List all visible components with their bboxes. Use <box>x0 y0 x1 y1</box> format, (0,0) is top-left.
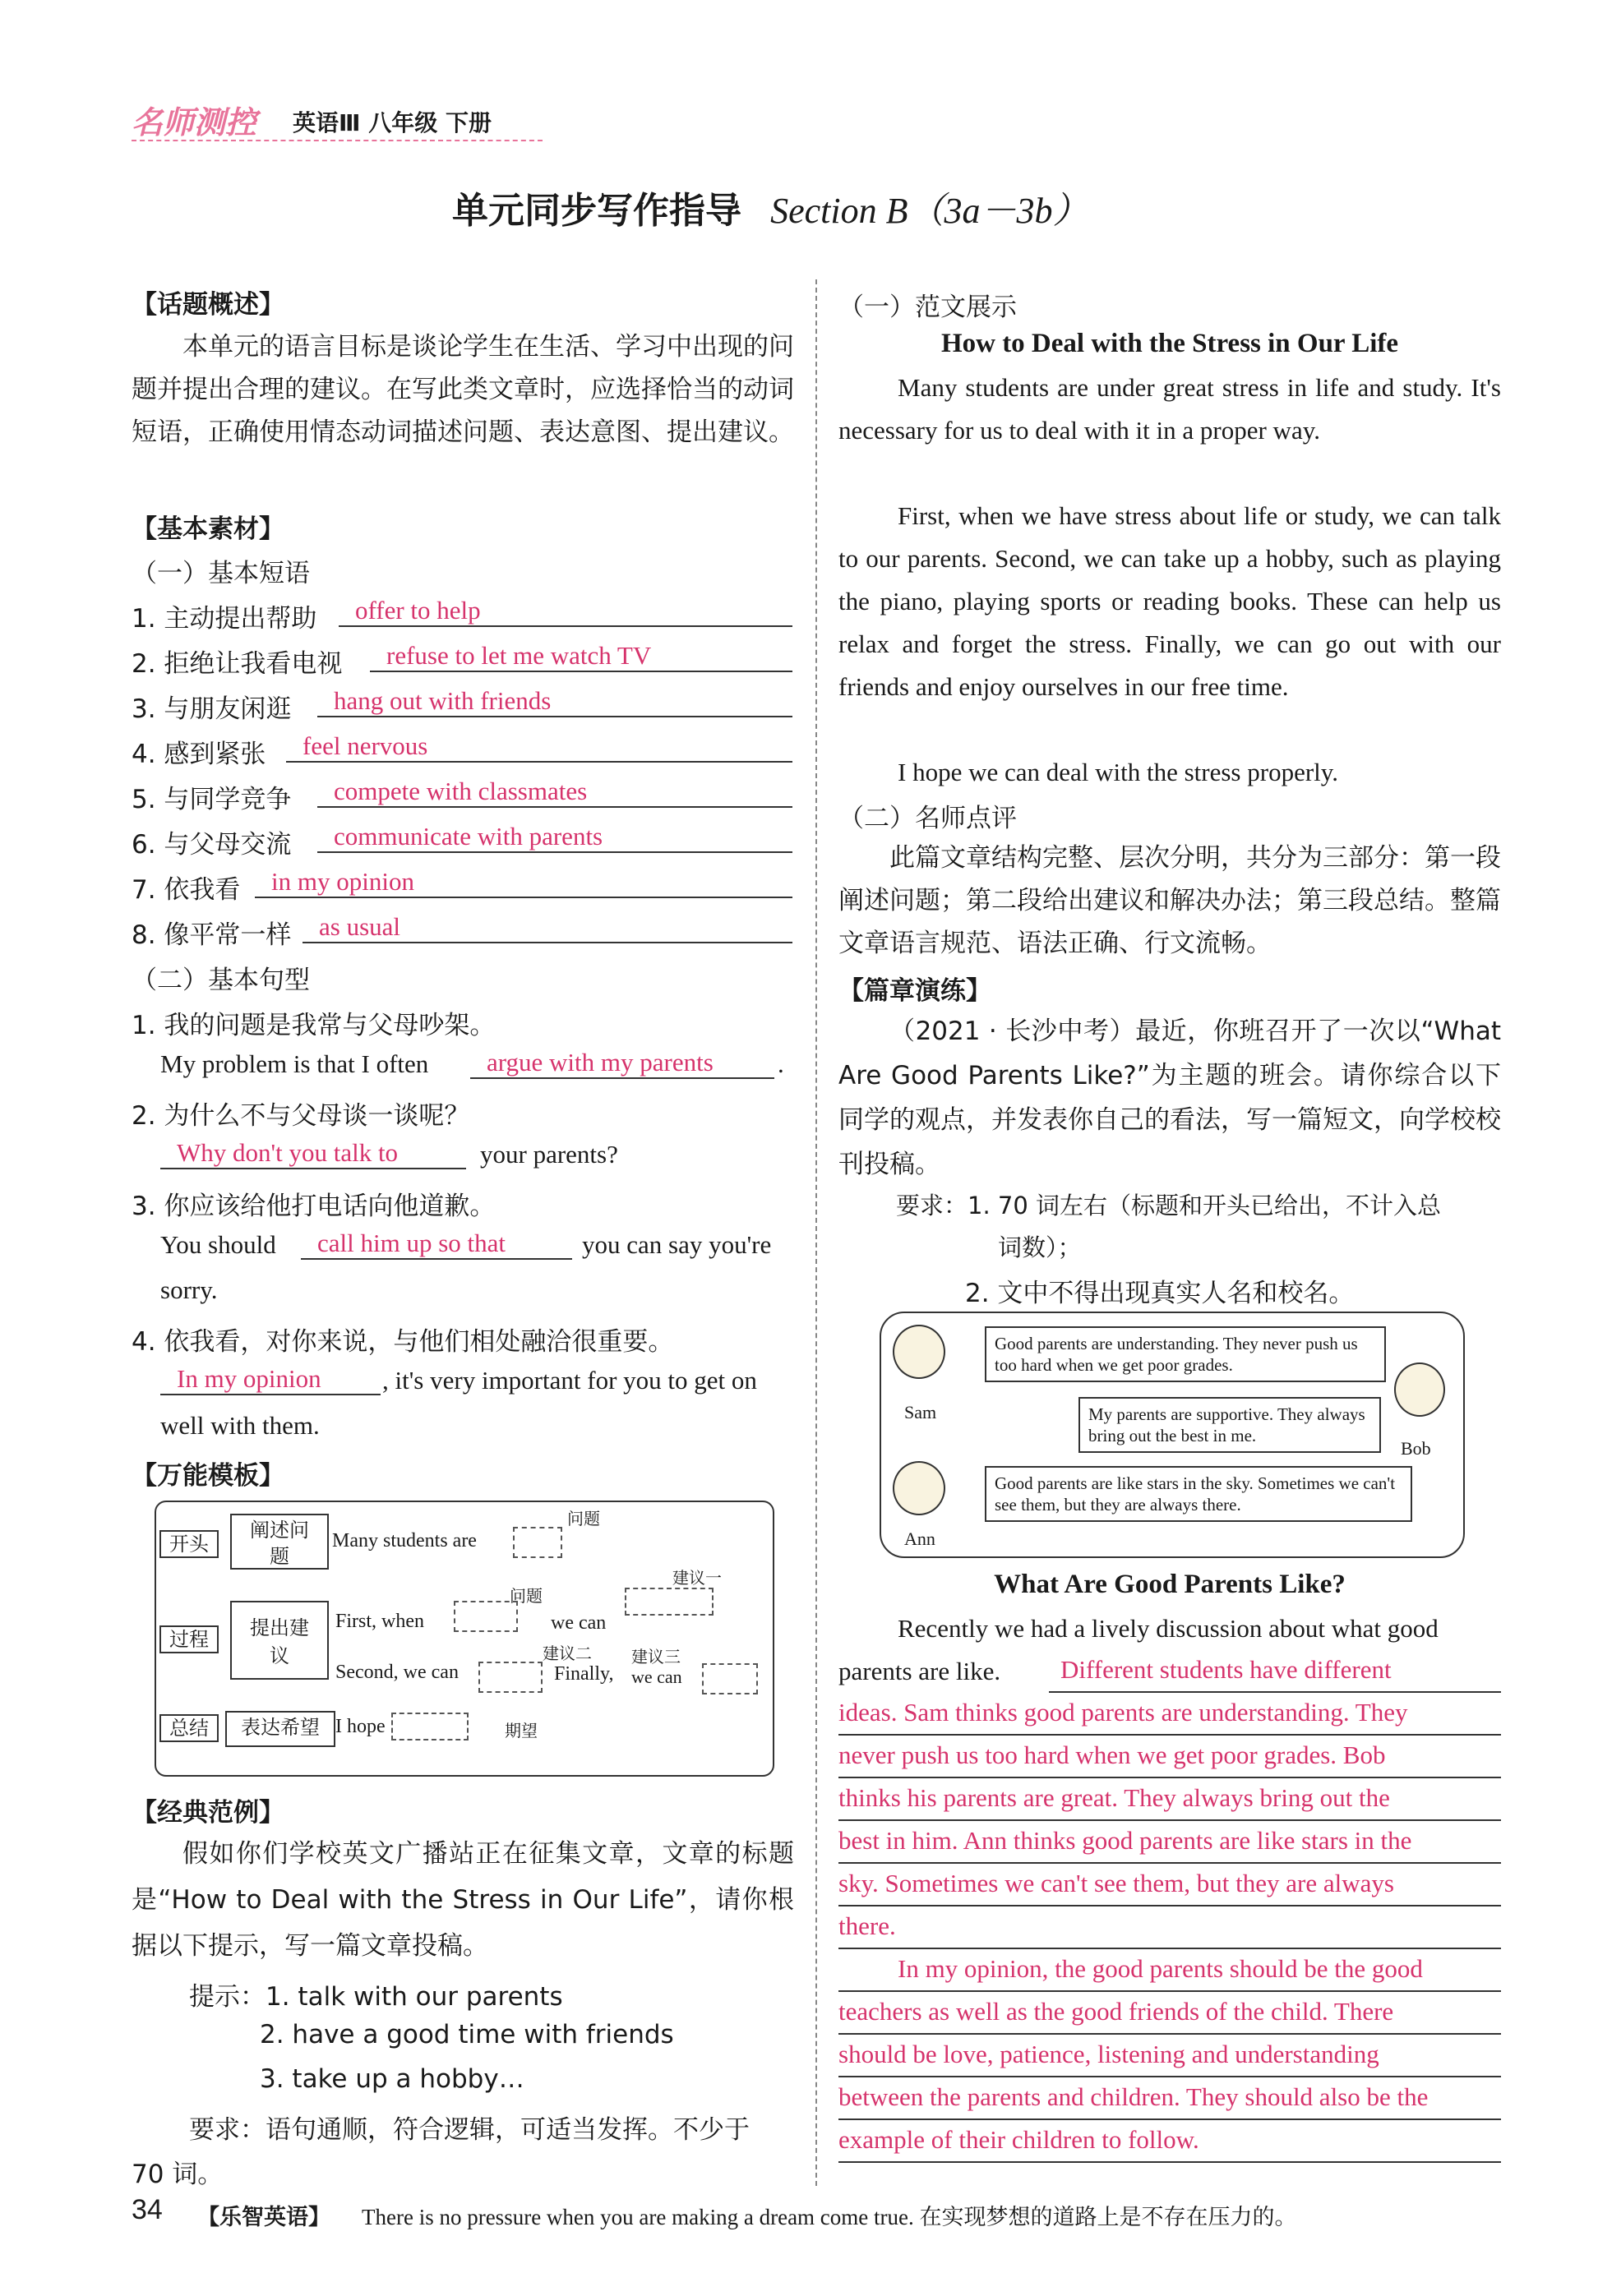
page-title <box>452 181 1233 238</box>
sentence-2-zh: 2. 为什么不与父母谈一谈呢？ <box>132 1101 470 1131</box>
essay-line-1: Different students have different <box>1060 1655 1392 1684</box>
template-label: 【万能模板】 <box>132 1461 284 1491</box>
tpl-end-blank <box>391 1713 469 1740</box>
essay-line-6: sky. Sometimes we can't see them, but they are always <box>838 1864 1501 1906</box>
essay-start-2: parents are like. <box>838 1657 1001 1685</box>
phrase-q-7: 7. 依我看 <box>132 875 241 905</box>
practice-label: 【篇章演练】 <box>838 976 991 1006</box>
practice-req-1b: 词数）； <box>998 1233 1082 1261</box>
phrase-a-6: communicate with parents <box>317 822 792 853</box>
tpl-body-box: 提出建议 <box>230 1601 329 1680</box>
tpl-body-jy3: 建议三 <box>631 1647 681 1667</box>
tpl-open-label: 开头 <box>159 1530 219 1558</box>
sentence-3-post: you can say you're <box>582 1230 772 1259</box>
practice-text: （2021 · 长沙中考）最近，你班召开了一次以“What Are Good Parents Like?”为主题的班会。请你综合以下同学的观点，并发表你自己的看法，写一篇短文，向学校校刊投稿。 <box>838 1017 1501 1179</box>
essay-line-4: thinks his parents are great. They always bring out the <box>838 1778 1501 1821</box>
essay-answer <box>838 1693 1501 2163</box>
phrase-q-4: 4. 感到紧张 <box>132 740 266 769</box>
essay-first-line <box>1049 1650 1501 1693</box>
essay-line-12: example of their children to follow. <box>838 2120 1501 2163</box>
sentence-1-zh: 1. 我的问题是我常与父母吵架。 <box>132 1011 496 1040</box>
essay-line-2: ideas. Sam thinks good parents are understanding. They <box>838 1693 1501 1736</box>
template-diagram <box>155 1501 774 1777</box>
phrases-label: （一）基本短语 <box>132 559 310 588</box>
sentence-3-post2: sorry. <box>160 1275 218 1304</box>
header-subject: 英语Ⅲ 八年级 下册 <box>293 109 492 136</box>
tpl-body-blank4 <box>702 1663 758 1694</box>
tpl-open-blank <box>513 1527 562 1558</box>
practice-req-2: 2. 文中不得出现真实人名和校名。 <box>965 1279 1355 1308</box>
example-text: 假如你们学校英文广播站正在征集文章，文章的标题是“How to Deal with the Stress in Our Life”，请你根据以下提示，写一篇文章投稿。 <box>132 1839 794 1961</box>
hint-3: 3. take up a hobby… <box>260 2064 524 2094</box>
model-label: （一）范文展示 <box>838 293 1017 322</box>
comment-label: （二）名师点评 <box>838 804 1017 833</box>
sentence-3-pre: You should <box>160 1230 276 1259</box>
requirement: 要求：语句通顺，符合逻辑，可适当发挥。不少于 <box>189 2115 750 2145</box>
header-underline <box>132 140 543 141</box>
bob-avatar <box>1394 1362 1445 1417</box>
sentence-4-ans: In my opinion <box>160 1364 381 1395</box>
tpl-end-text: I hope <box>335 1716 386 1737</box>
sentence-2-ans: Why don't you talk to <box>160 1138 466 1169</box>
header <box>132 97 543 143</box>
essay-line-9: teachers as well as the good friends of the child. There <box>838 1992 1501 2035</box>
phrase-q-5: 5. 与同学竞争 <box>132 785 292 814</box>
phrase-a-3: hang out with friends <box>317 686 792 717</box>
phrase-q-8: 8. 像平常一样 <box>132 920 292 950</box>
essay-title: What Are Good Parents Like? <box>994 1570 1346 1599</box>
sentence-3-ans: call him up so that <box>301 1229 572 1260</box>
tpl-open-arrow: 问题 <box>567 1509 600 1528</box>
hint-2: 2. have a good time with friends <box>260 2020 674 2049</box>
phrase-a-4: feel nervous <box>286 731 792 763</box>
tpl-body-first: First, when <box>335 1611 424 1632</box>
tpl-body-jy2: 建议二 <box>543 1644 592 1663</box>
model-p1: Many students are under great stress in life and study. It's necessary for us to deal with it in a proper way. <box>838 373 1501 445</box>
topic-text: 本单元的语言目标是谈论学生在生活、学习中出现的问题并提出合理的建议。在写此类文章时，应选择恰当的动词短语，正确使用情态动词描述问题、表达意图、提出建议。 <box>132 332 794 447</box>
sentences-label: （二）基本句型 <box>132 966 310 995</box>
sam-avatar <box>893 1325 945 1379</box>
practice-req-1: 要求：1. 70 词左右（标题和开头已给出，不计入总 <box>896 1192 1442 1219</box>
requirement-2: 70 词。 <box>132 2160 224 2189</box>
hint-1: 提示：1. talk with our parents <box>189 1982 563 2012</box>
sentence-4-zh: 4. 依我看，对你来说，与他们相处融洽很重要。 <box>132 1327 674 1357</box>
tpl-body-blank3 <box>478 1662 543 1693</box>
phrase-q-3: 3. 与朋友闲逛 <box>132 694 292 724</box>
phrase-q-2: 2. 拒绝让我看电视 <box>132 649 343 679</box>
sentence-1-post: . <box>778 1049 784 1078</box>
bob-name: Bob <box>1401 1438 1431 1459</box>
essay-line-11: between the parents and children. They should also be the <box>838 2077 1501 2120</box>
sentence-4-post: , it's very important for you to get on <box>382 1366 757 1395</box>
tpl-end-arrow: 期望 <box>505 1721 538 1740</box>
tpl-open-text: Many students are <box>332 1530 477 1551</box>
phrase-a-8: as usual <box>303 912 792 943</box>
bob-bubble: My parents are supportive. They always bring out the best in me. <box>1078 1397 1381 1453</box>
topic-label: 【话题概述】 <box>132 290 284 320</box>
tpl-body-wecan1: we can <box>551 1612 607 1634</box>
column-divider <box>815 279 817 2186</box>
sentence-4-post2: well with them. <box>160 1411 320 1440</box>
sam-bubble: Good parents are understanding. They never push us too hard when we get poor grades. <box>985 1326 1386 1382</box>
sentence-1-pre: My problem is that I often <box>160 1049 429 1078</box>
sentence-1-ans: argue with my parents <box>470 1048 774 1079</box>
tpl-body-finally: Finally, <box>554 1663 614 1685</box>
model-p3: I hope we can deal with the stress properly. <box>898 758 1339 786</box>
brand-logo: 名师测控 <box>132 104 257 141</box>
model-title: How to Deal with the Stress in Our Life <box>940 329 1399 358</box>
footer-quote: There is no pressure when you are making a dream come true. 在实现梦想的道路上是不存在压力的。 <box>362 2205 1297 2229</box>
sentence-3-zh: 3. 你应该给他打电话向他道歉。 <box>132 1192 496 1221</box>
page-number: 34 <box>132 2194 163 2225</box>
tpl-body-arrow1: 问题 <box>510 1586 543 1606</box>
essay-line-7: there. <box>838 1906 1501 1949</box>
tpl-end-box: 表达希望 <box>225 1711 335 1747</box>
material-label: 【基本素材】 <box>132 514 284 544</box>
ann-name: Ann <box>904 1528 935 1549</box>
sam-name: Sam <box>904 1402 937 1422</box>
tpl-body-blank1 <box>454 1601 518 1632</box>
phrase-a-5: compete with classmates <box>317 777 792 808</box>
comment-text: 此篇文章结构完整、层次分明，共分为三部分：第一段阐述问题；第二段给出建议和解决办法；第三段总结。整篇文章语言规范、语法正确、行文流畅。 <box>838 843 1501 958</box>
title-main: 单元同步写作指导 <box>452 190 741 232</box>
essay-line-5: best in him. Ann thinks good parents are like stars in the <box>838 1821 1501 1864</box>
tpl-body-jy1: 建议一 <box>672 1568 722 1588</box>
footer-label: 【乐智英语】 <box>197 2205 330 2230</box>
title-section: Section B（3a－3b） <box>770 191 1089 231</box>
sentence-2-post: your parents? <box>480 1140 618 1169</box>
tpl-body-wecan3: we can <box>631 1667 682 1687</box>
tpl-body-label: 过程 <box>159 1625 219 1653</box>
phrase-q-6: 6. 与父母交流 <box>132 830 292 860</box>
opinions-illustration <box>880 1312 1465 1558</box>
phrase-a-1: offer to help <box>339 596 792 627</box>
tpl-body-blank2 <box>625 1588 714 1616</box>
phrase-q-1: 1. 主动提出帮助 <box>132 604 317 634</box>
tpl-body-second: Second, we can <box>335 1662 459 1683</box>
example-label: 【经典范例】 <box>132 1798 284 1828</box>
phrase-a-2: refuse to let me watch TV <box>370 641 792 672</box>
ann-bubble: Good parents are like stars in the sky. Sometimes we can't see them, but they are always there. <box>985 1466 1412 1522</box>
essay-line-3: never push us too hard when we get poor grades. Bob <box>838 1736 1501 1778</box>
essay-line-10: should be love, patience, listening and understanding <box>838 2035 1501 2077</box>
phrase-a-7: in my opinion <box>255 867 792 898</box>
model-p2: First, when we have stress about life or study, we can talk to our parents. Second, we can take up a hobby, such as playing the piano, playing sports or reading books. These can help us relax and forget the stress. Finally, we can go out with our friends and enjoy ourselves in our free time. <box>838 501 1501 701</box>
tpl-end-label: 总结 <box>159 1714 219 1742</box>
essay-start-1: Recently we had a lively discussion about what good <box>898 1614 1439 1643</box>
essay-line-8: In my opinion, the good parents should be the good <box>838 1949 1501 1992</box>
ann-avatar <box>893 1461 945 1515</box>
tpl-open-box: 阐述问题 <box>230 1514 329 1570</box>
